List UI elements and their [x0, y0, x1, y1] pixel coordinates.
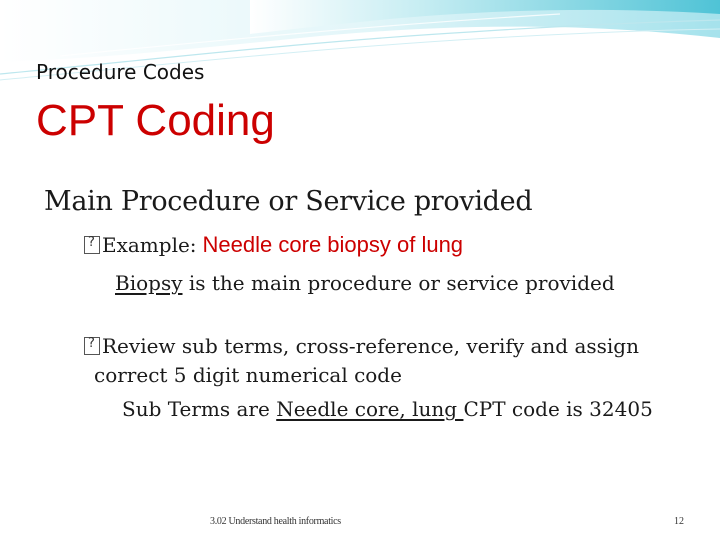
review-bullet	[84, 334, 639, 358]
slide-subtitle: Procedure Codes	[36, 60, 205, 84]
missing-glyph-bullet-icon	[84, 236, 100, 254]
review-line-2: correct 5 digit numerical code	[94, 363, 402, 387]
page-number: 12	[674, 516, 684, 527]
subterms-line	[122, 397, 653, 421]
example-label: Example:	[102, 233, 197, 257]
biopsy-note-text: is the main procedure or service provided	[182, 271, 615, 295]
missing-glyph-bullet-icon	[84, 337, 100, 355]
example-bullet	[84, 232, 463, 258]
footer-text: 3.02 Understand health informatics	[210, 516, 341, 527]
subterms-prefix: Sub Terms are	[122, 397, 277, 421]
main-heading: Main Procedure or Service provided	[44, 186, 533, 217]
subterms-suffix: CPT code is 32405	[463, 397, 653, 421]
example-value: Needle core biopsy of lung	[202, 232, 464, 257]
biopsy-term: Biopsy	[115, 271, 183, 295]
biopsy-note	[115, 271, 615, 295]
slide-title: CPT Coding	[36, 96, 275, 145]
subterms-terms: Needle core, lung	[276, 397, 464, 421]
review-line-2-row	[94, 363, 402, 387]
header-swoosh-decoration	[0, 0, 720, 110]
review-line-1: Review sub terms, cross-reference, verify and assign	[102, 334, 639, 358]
